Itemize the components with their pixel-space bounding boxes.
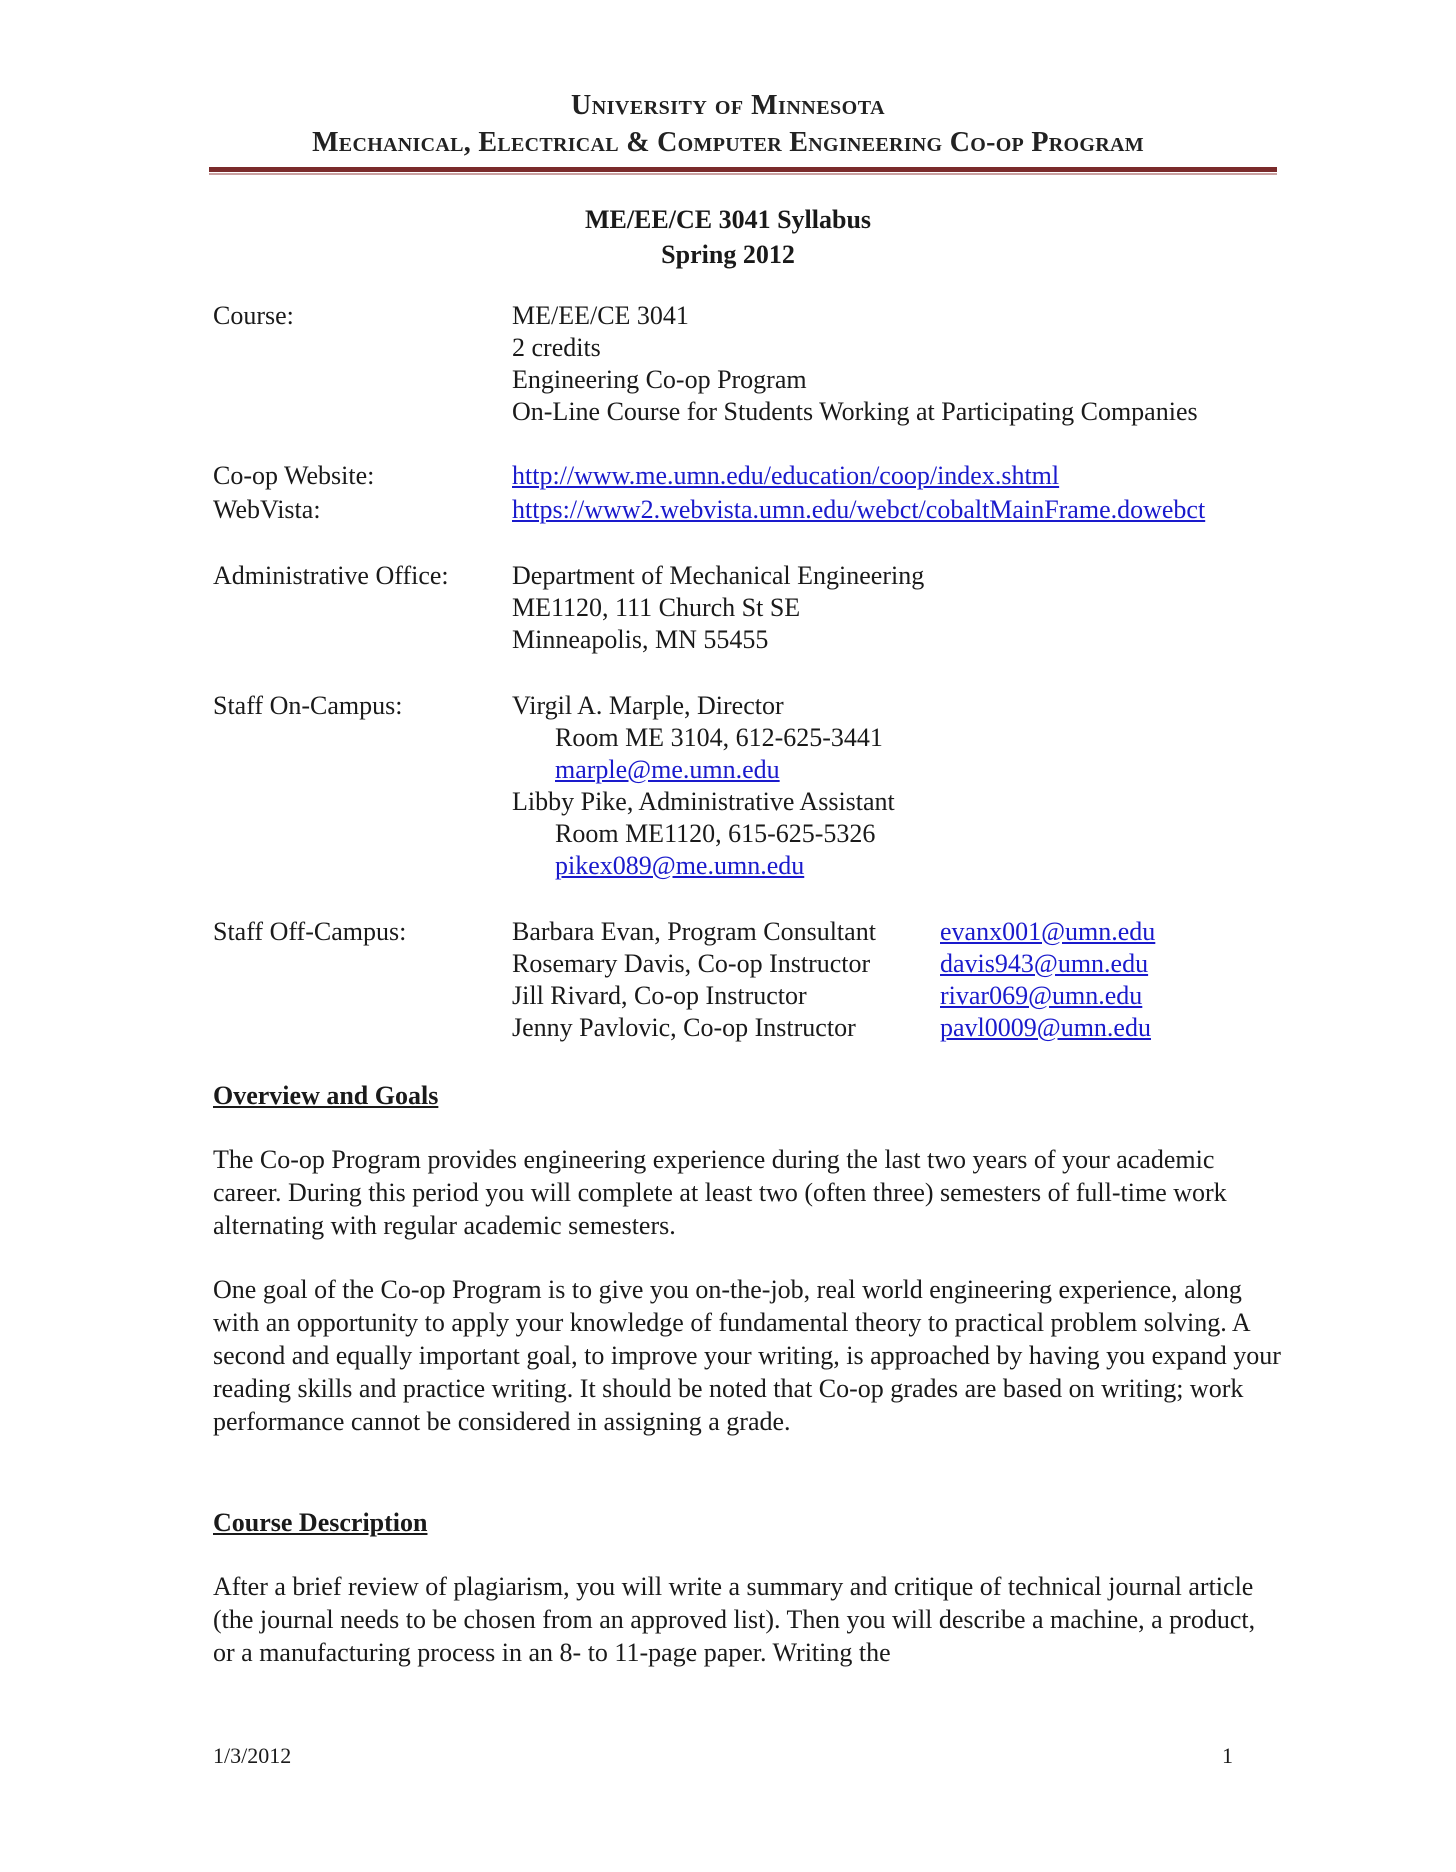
staff-on-email[interactable]: pikex089@me.umn.edu xyxy=(555,851,805,880)
course-number: ME/EE/CE 3041 xyxy=(512,301,689,330)
webvista-label: WebVista: xyxy=(213,495,321,524)
program-name: Mechanical, Electrical & Computer Engineering Co-op Program xyxy=(312,127,1144,158)
overview-heading: Overview and Goals xyxy=(213,1081,439,1110)
office-address: ME1120, 111 Church St SE xyxy=(512,593,801,622)
staff-off-name: Jenny Pavlovic, Co-op Instructor xyxy=(512,1013,856,1042)
course-label: Course: xyxy=(213,301,294,330)
staff-off-email[interactable]: pavl0009@umn.edu xyxy=(940,1013,1151,1042)
course-description-heading: Course Description xyxy=(213,1508,428,1537)
office-department: Department of Mechanical Engineering xyxy=(512,561,925,590)
header-rule xyxy=(209,167,1277,172)
staff-off-name: Rosemary Davis, Co-op Instructor xyxy=(512,949,871,978)
staff-on-email[interactable]: marple@me.umn.edu xyxy=(555,755,780,784)
staff-off-email[interactable]: rivar069@umn.edu xyxy=(940,981,1143,1010)
staff-on-room: Room ME 3104, 612-625-3441 xyxy=(555,723,883,752)
staff-on-room: Room ME1120, 615-625-5326 xyxy=(555,819,876,848)
course-format: On-Line Course for Students Working at Participating Companies xyxy=(512,397,1198,426)
university-name: University of Minnesota xyxy=(570,90,886,121)
staff-off-email[interactable]: evanx001@umn.edu xyxy=(940,917,1156,946)
coop-website-link[interactable]: http://www.me.umn.edu/education/coop/index.shtml xyxy=(512,461,1060,490)
overview-paragraph-2: One goal of the Co-op Program is to give you on-the-job, real world engineering experience, along with an opportunity to apply your knowledge of fundamental theory to practical problem solving. A second and equally important goal, to improve your writing, is approached by having you expand your reading skills and practice writing. It should be noted that Co-op grades are based on writing; work performance cannot be considered in assigning a grade. xyxy=(213,1275,1281,1436)
course-program: Engineering Co-op Program xyxy=(512,365,807,394)
coop-website-label: Co-op Website: xyxy=(213,461,375,490)
staff-on-name: Libby Pike, Administrative Assistant xyxy=(512,787,895,816)
staff-on-name: Virgil A. Marple, Director xyxy=(512,691,784,720)
page-number: 1 xyxy=(1222,1743,1233,1768)
semester-title: Spring 2012 xyxy=(661,240,795,269)
staff-off-email[interactable]: davis943@umn.edu xyxy=(940,949,1149,978)
office-city: Minneapolis, MN 55455 xyxy=(512,625,769,654)
course-credits: 2 credits xyxy=(512,333,601,362)
syllabus-title: ME/EE/CE 3041 Syllabus xyxy=(584,205,872,234)
webvista-link[interactable]: https://www2.webvista.umn.edu/webct/cobaltMainFrame.dowebct xyxy=(512,495,1206,524)
footer-date: 1/3/2012 xyxy=(213,1743,292,1768)
staff-off-name: Barbara Evan, Program Consultant xyxy=(512,917,876,946)
staff-off-label: Staff Off-Campus: xyxy=(213,917,407,946)
course-description-paragraph: After a brief review of plagiarism, you will write a summary and critique of technical journal article (the journal needs to be chosen from an approved list). Then you will describe a machine, a product, or a manufacturing process in an 8- to 11-page paper. Writing the xyxy=(213,1572,1256,1667)
overview-paragraph-1: The Co-op Program provides engineering experience during the last two years of your academic career. During this period you will complete at least two (often three) semesters of full-time work alternating with regular academic semesters. xyxy=(213,1145,1227,1240)
header-rule-shadow xyxy=(209,173,1277,175)
staff-off-name: Jill Rivard, Co-op Instructor xyxy=(512,981,807,1010)
office-label: Administrative Office: xyxy=(213,561,449,590)
staff-on-label: Staff On-Campus: xyxy=(213,691,403,720)
